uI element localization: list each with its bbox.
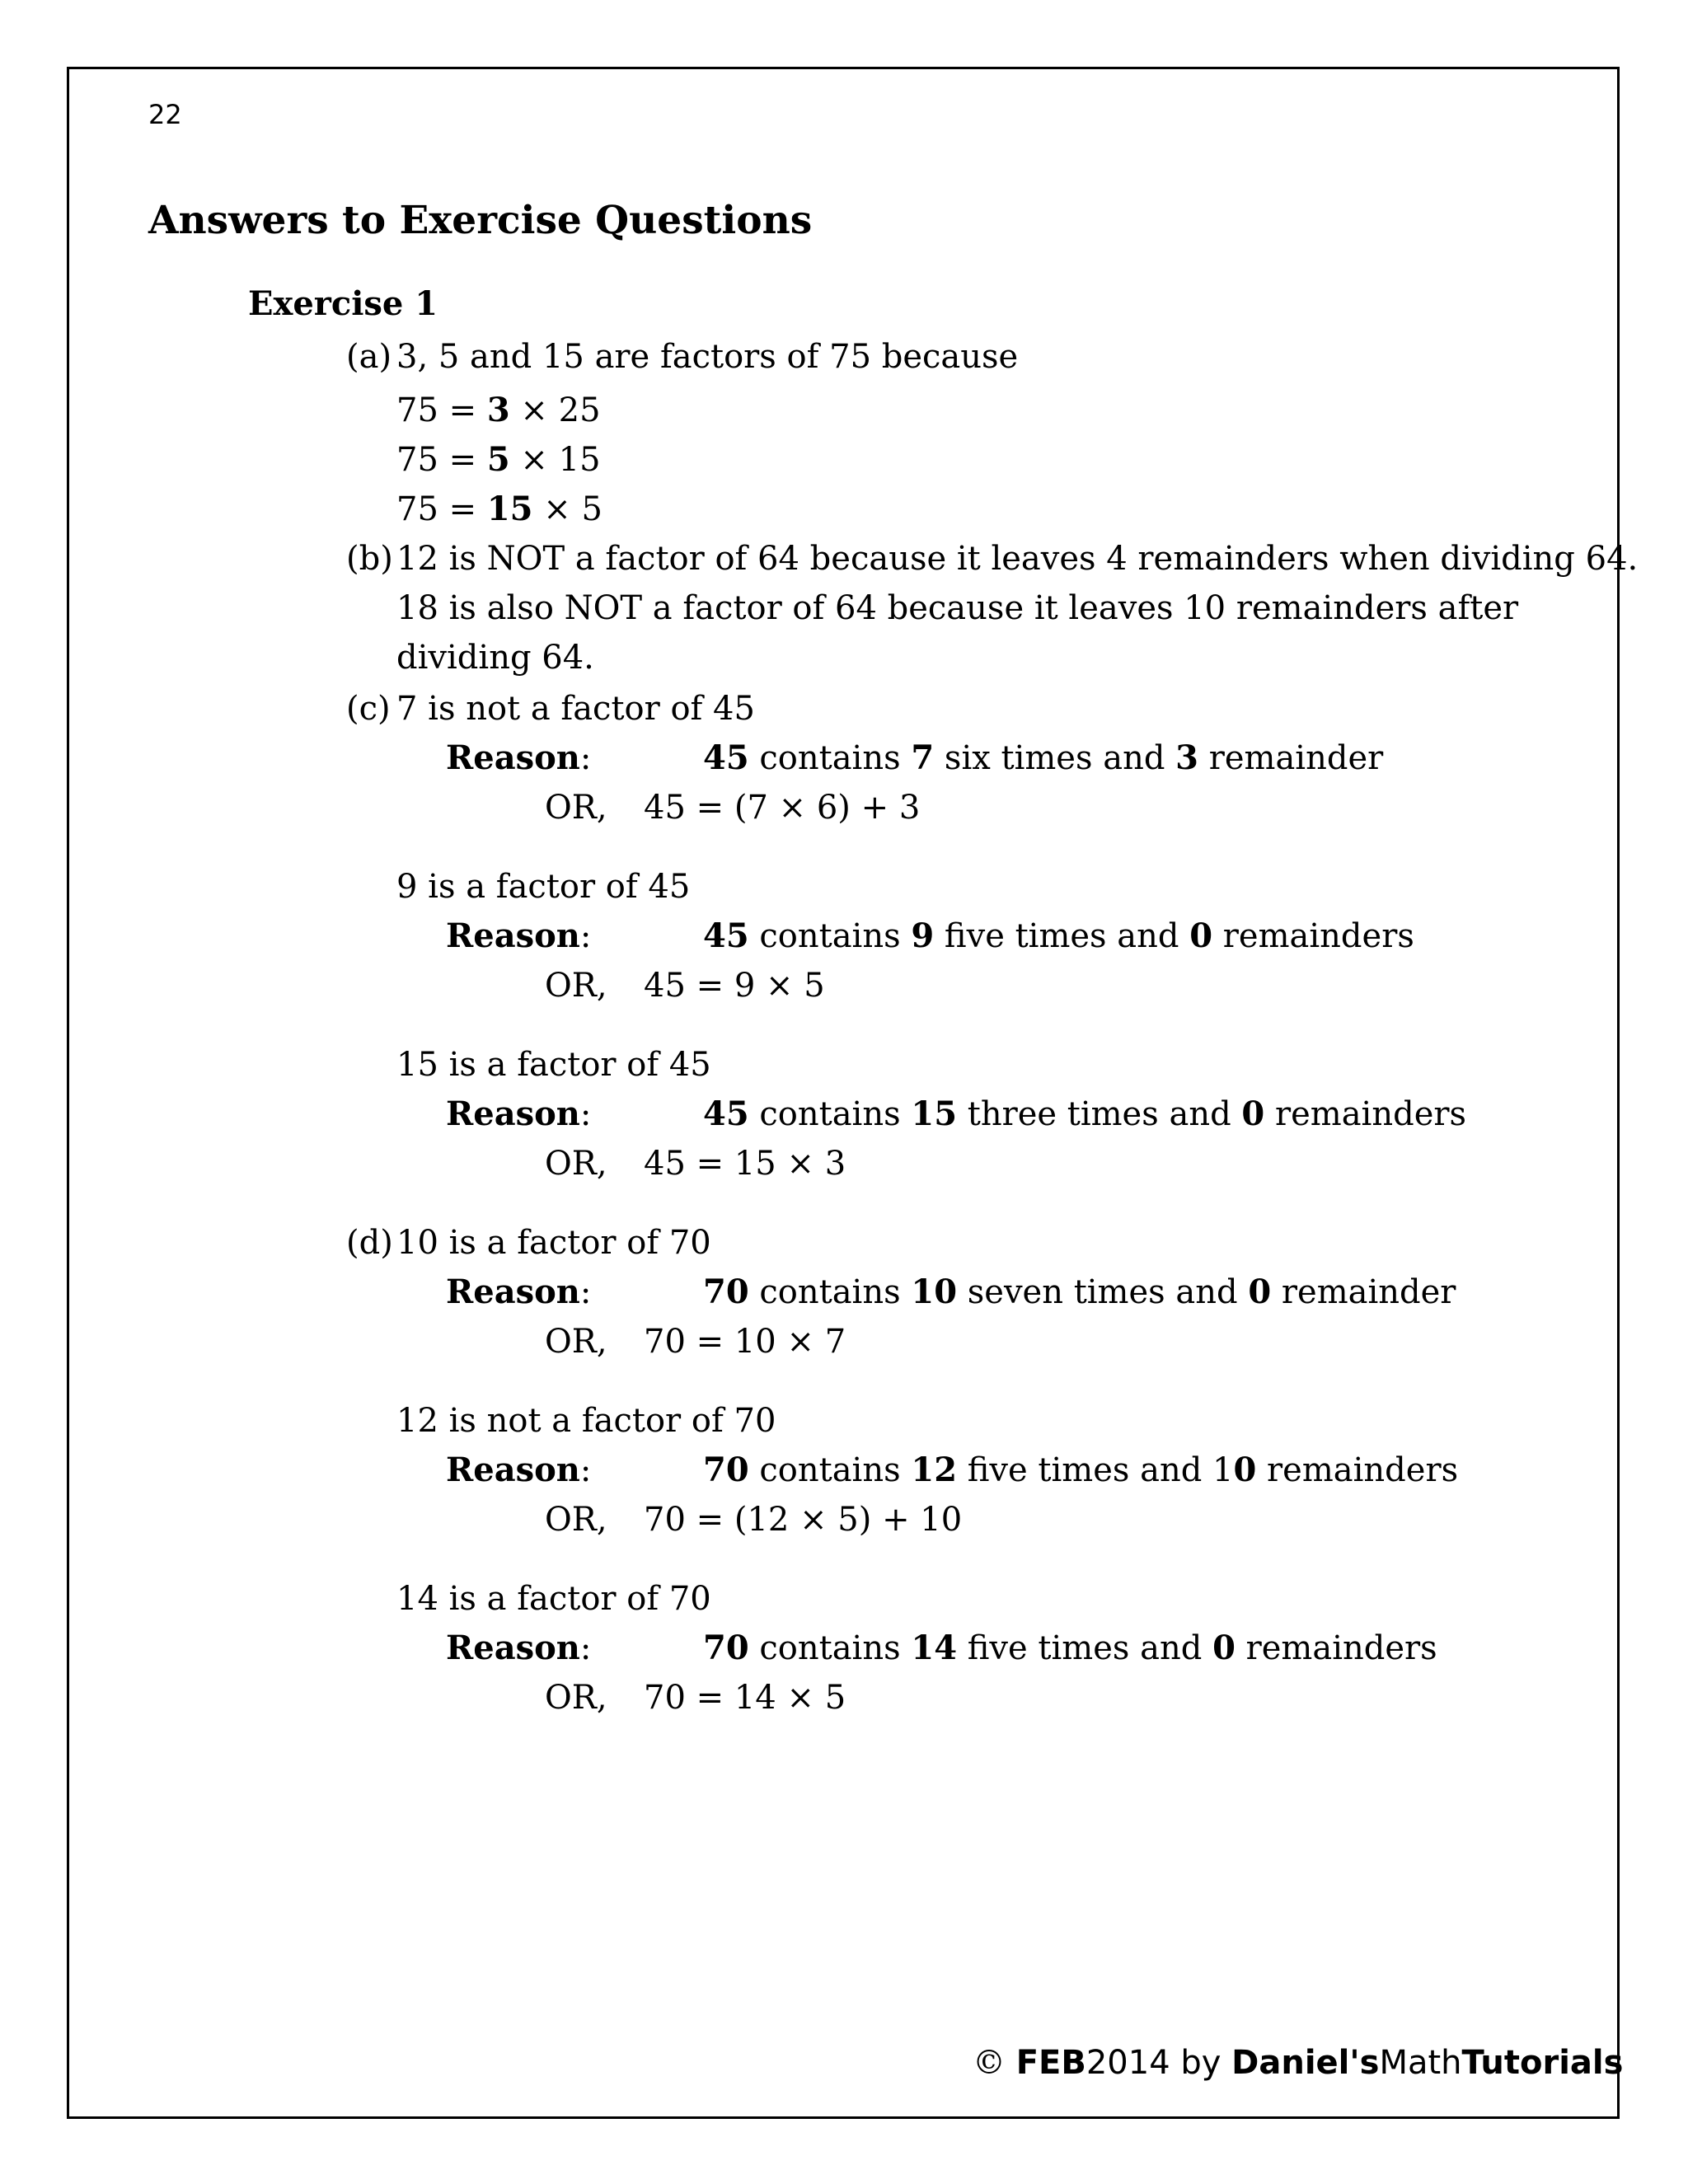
item-d2-claim: 12 is not a factor of 70 [396,1402,776,1440]
item-d2-equation: 70 = (12 × 5) + 10 [644,1501,963,1539]
item-d3-reason-label: Reason: [446,1629,592,1667]
item-d2-or: OR, [545,1501,607,1539]
item-c3-reason: 45 contains 15 three times and 0 remainders [703,1094,1467,1133]
item-b-line-2: 18 is also NOT a factor of 64 because it leaves 10 remainders after [396,589,1519,627]
item-c2-reason-label: Reason: [446,916,592,955]
item-a-intro: 3, 5 and 15 are factors of 75 because [396,338,1019,376]
item-d1-or: OR, [545,1323,607,1361]
item-c3-claim: 15 is a factor of 45 [396,1046,711,1084]
item-a-eq-1: 75 = 3 × 25 [396,391,601,429]
item-d3-or: OR, [545,1679,607,1717]
item-c1-reason-label: Reason: [446,738,592,777]
item-d1-reason-label: Reason: [446,1272,592,1311]
exercise-heading: Exercise 1 [248,284,438,323]
item-b-line-1: 12 is NOT a factor of 64 because it leaves 4 remainders when dividing 64. [396,540,1639,578]
item-d3-reason: 70 contains 14 five times and 0 remainders [703,1629,1437,1667]
item-c1-reason: 45 contains 7 six times and 3 remainder [703,738,1384,777]
item-c3-or: OR, [545,1145,607,1183]
item-c2-equation: 45 = 9 × 5 [644,967,825,1005]
item-c1-equation: 45 = (7 × 6) + 3 [644,789,921,827]
item-c2-reason: 45 contains 9 five times and 0 remainders [703,916,1414,955]
item-c3-reason-label: Reason: [446,1094,592,1133]
item-d1-reason: 70 contains 10 seven times and 0 remainder [703,1272,1456,1311]
item-c2-claim: 9 is a factor of 45 [396,868,691,906]
item-d2-reason-label: Reason: [446,1451,592,1489]
item-b-line-3: dividing 64. [396,639,594,677]
item-c-label: (c) [346,690,391,728]
item-d3-equation: 70 = 14 × 5 [644,1679,846,1717]
item-d2-reason: 70 contains 12 five times and 10 remainders [703,1451,1459,1489]
item-d-label: (d) [346,1224,393,1262]
page-number: 22 [148,99,182,130]
item-a-eq-3: 75 = 15 × 5 [396,490,603,528]
item-d1-equation: 70 = 10 × 7 [644,1323,846,1361]
item-c2-or: OR, [545,967,607,1005]
item-c1-claim: 7 is not a factor of 45 [396,690,755,728]
item-d3-claim: 14 is a factor of 70 [396,1580,711,1618]
item-a-eq-2: 75 = 5 × 15 [396,440,601,479]
item-b-label: (b) [346,540,393,578]
item-c1-or: OR, [545,789,607,827]
footer-copyright: © FEB2014 by Daniel'sMathTutorials [973,2044,1624,2082]
item-a-label: (a) [346,338,392,376]
item-c3-equation: 45 = 15 × 3 [644,1145,846,1183]
page-title: Answers to Exercise Questions [148,198,813,243]
item-d1-claim: 10 is a factor of 70 [396,1224,711,1262]
